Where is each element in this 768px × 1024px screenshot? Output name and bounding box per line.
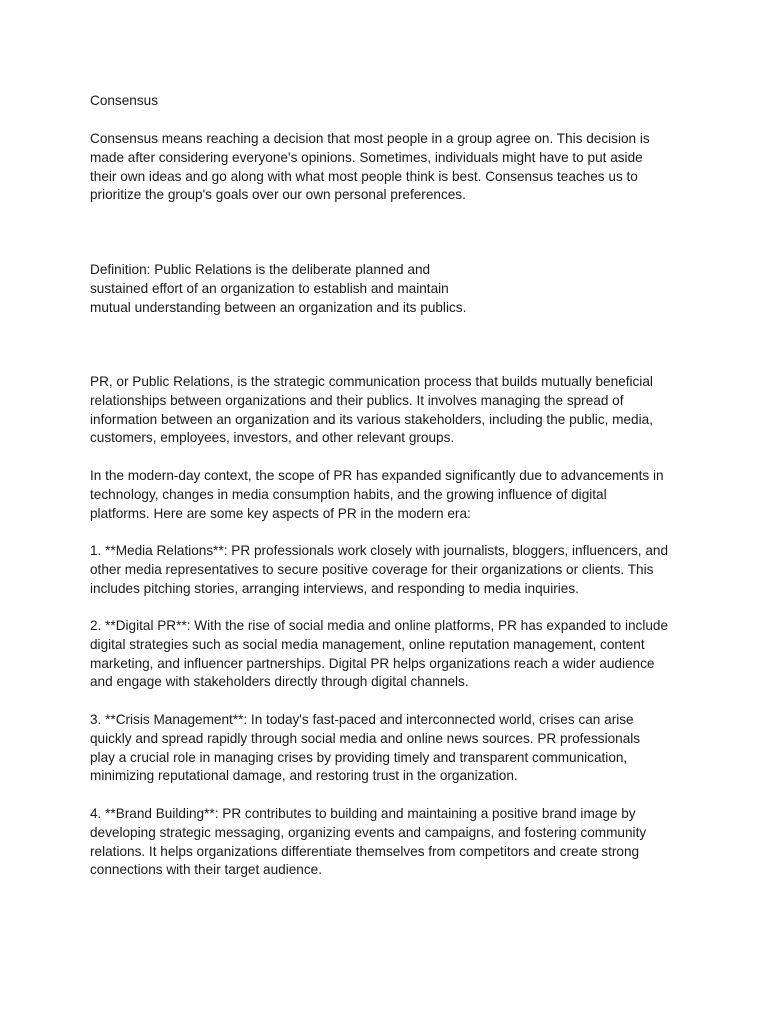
paragraph-modern-context: In the modern-day context, the scope of PR has expanded significantly due to advancements in technology, changes in media consumption habits, and the growing influence of digital platforms. Here are some key aspects of PR in the modern era:	[90, 468, 664, 521]
document-heading: Consensus	[90, 93, 159, 108]
paragraph-pr-overview: PR, or Public Relations, is the strategic communication process that builds mutually beneficial relationships between organizations and their publics. It involves managing the spread of information between an organization and its various stakeholders, including the public, media, customers, employees, investors, and other relevant groups.	[90, 374, 653, 446]
list-item-brand-building: 4. **Brand Building**: PR contributes to building and maintaining a positive brand image by developing strategic messaging, organizing events and campaigns, and fostering community relations. It helps organizations differentiate themselves from competitors and create strong connections with their target audience.	[90, 806, 647, 878]
paragraph-consensus: Consensus means reaching a decision that most people in a group agree on. This decision is made after considering everyone's opinions. Sometimes, individuals might have to put aside their own ideas and go along with what most people think is best. Consensus teaches us to prioritize the group's goals over our own personal preferences.	[90, 131, 650, 203]
paragraph-pr-definition: Definition: Public Relations is the deliberate planned and sustained effort of an organization to establish and maintain mutual understanding between an organization and its publics.	[90, 262, 467, 315]
list-item-media-relations: 1. **Media Relations**: PR professionals work closely with journalists, bloggers, influencers, and other media representatives to secure positive coverage for their organizations or clients. This includes pitching stories, arranging interviews, and responding to media inquiries.	[90, 543, 669, 596]
list-item-digital-pr: 2. **Digital PR**: With the rise of social media and online platforms, PR has expanded to include digital strategies such as social media management, online reputation management, content marketing, and influencer partnerships. Digital PR helps organizations reach a wider audience and engage with stakeholders directly through digital channels.	[90, 618, 669, 690]
list-item-crisis-management: 3. **Crisis Management**: In today's fast-paced and interconnected world, crises can arise quickly and spread rapidly through social media and online news sources. PR professionals play a crucial role in managing crises by providing timely and transparent communication, minimizing reputational damage, and restoring trust in the organization.	[90, 712, 641, 784]
